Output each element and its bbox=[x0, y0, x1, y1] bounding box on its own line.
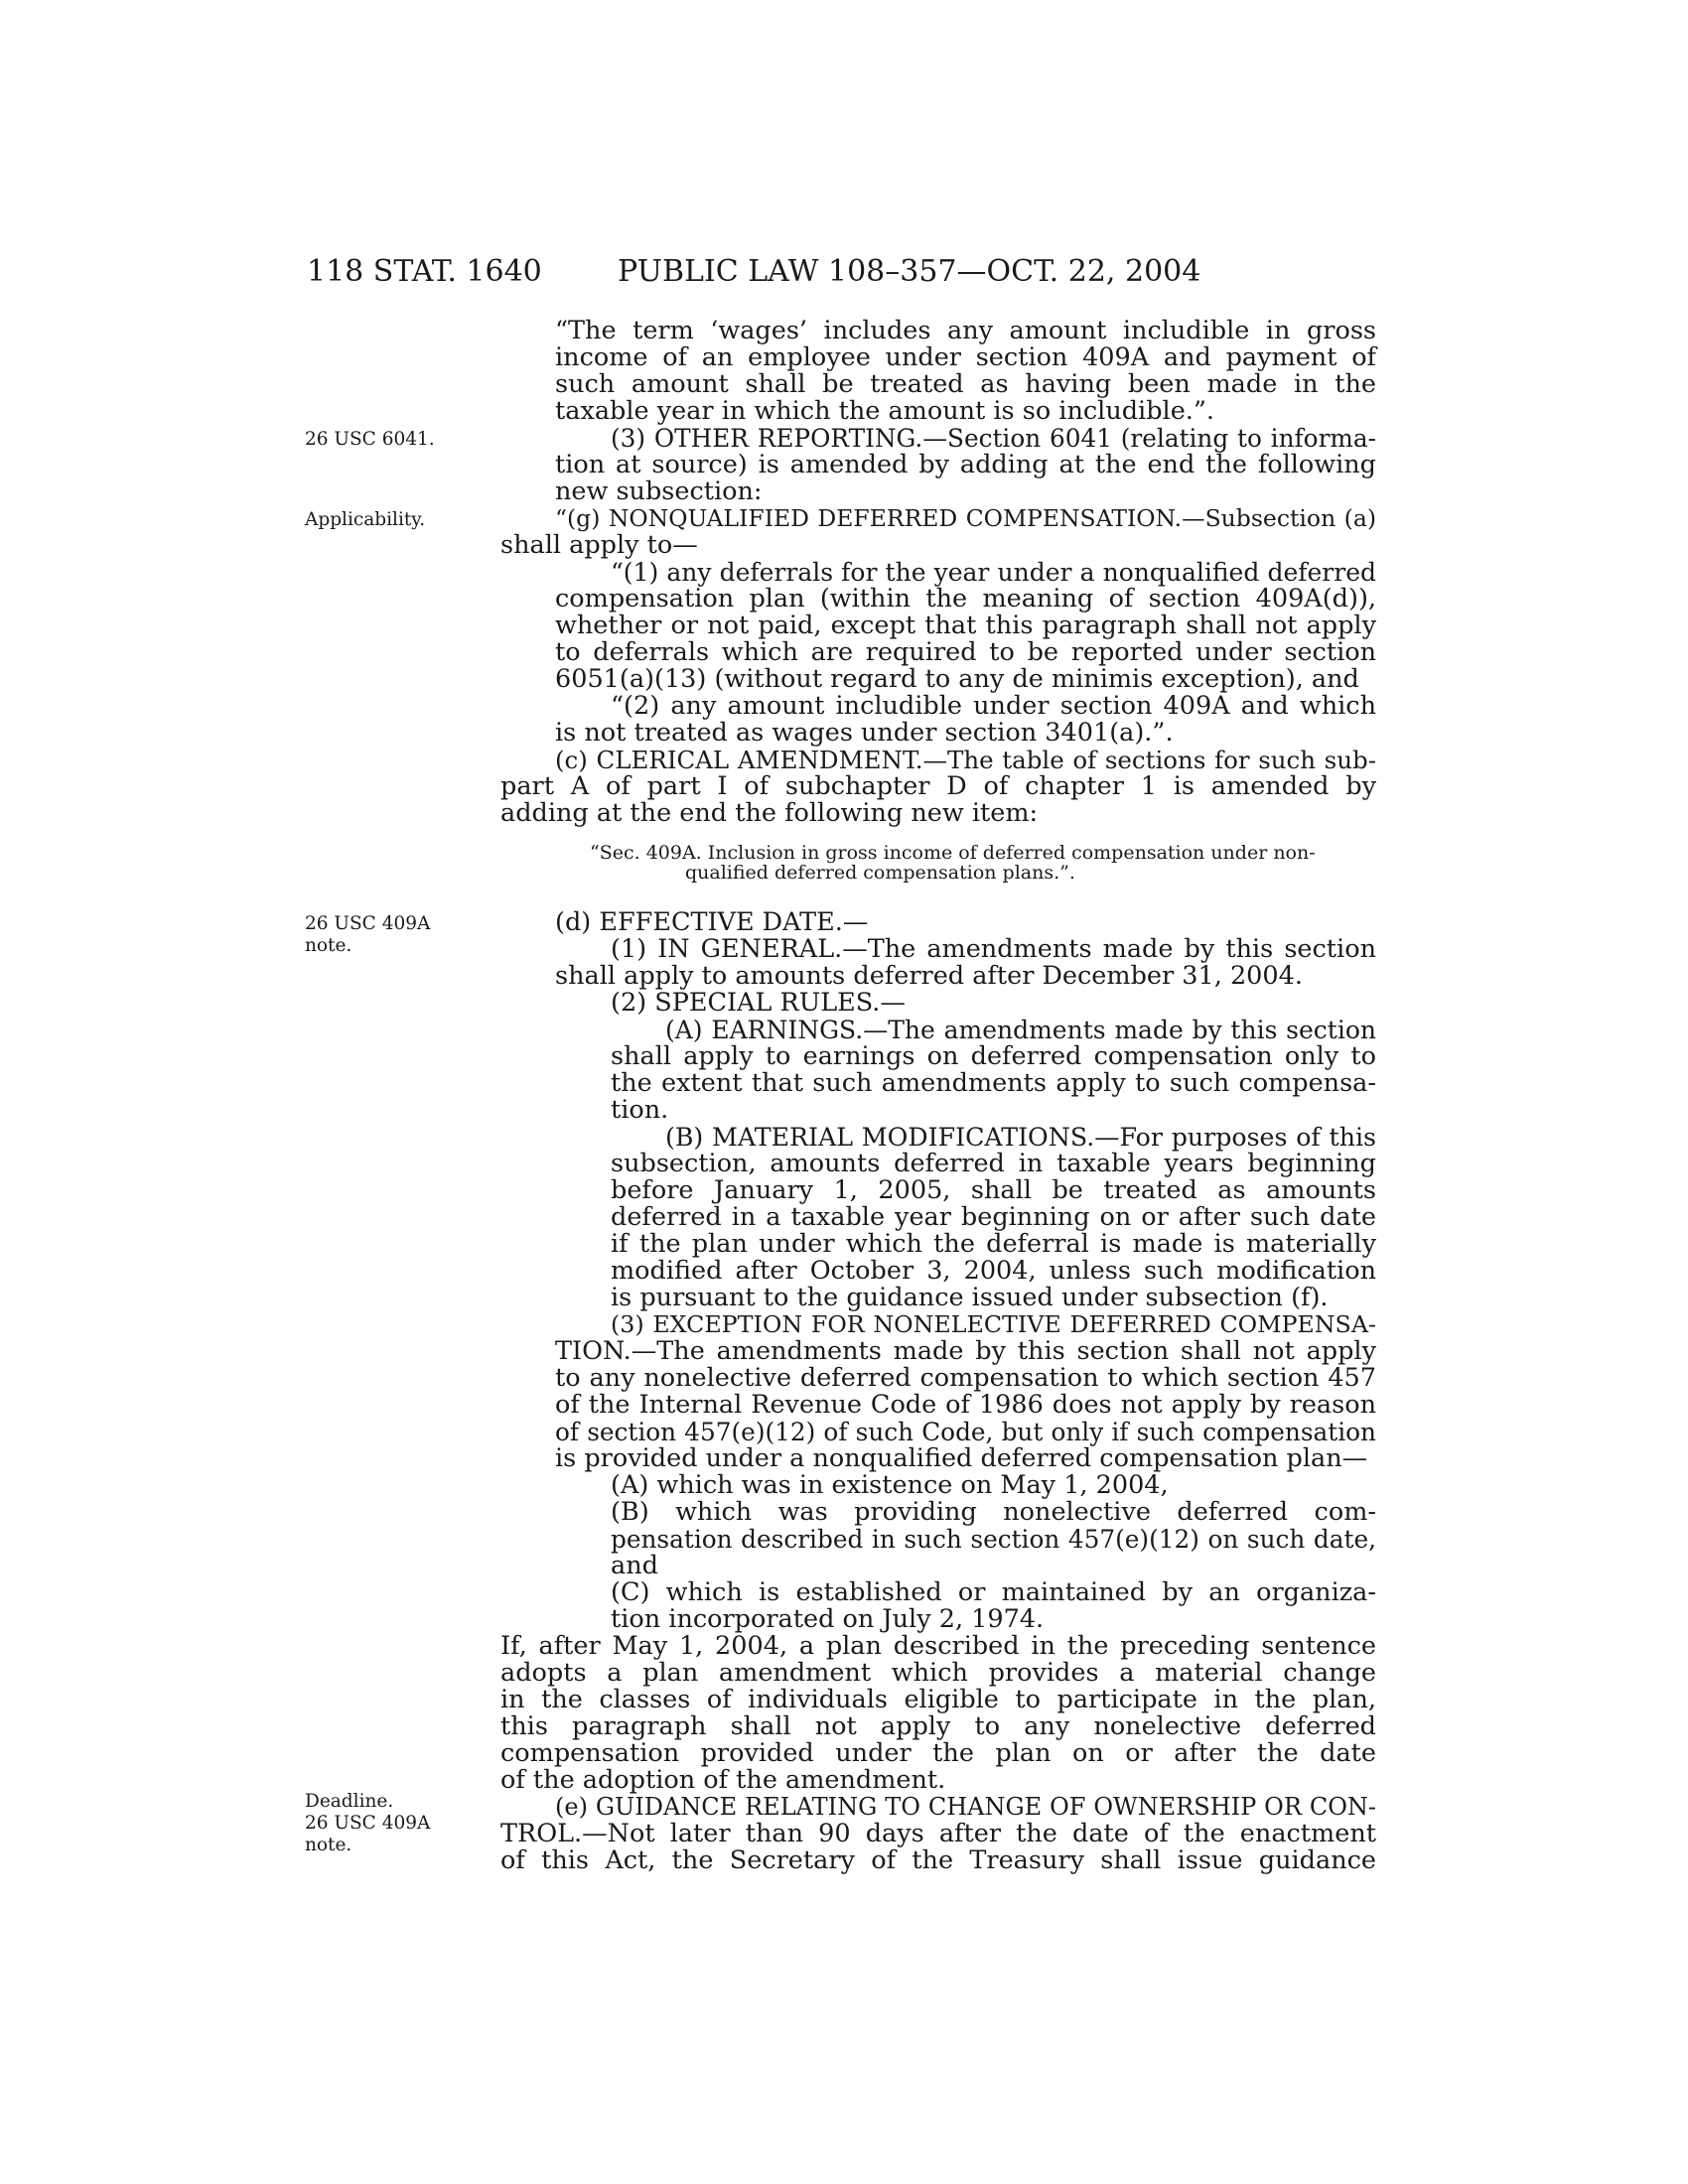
text-line: (c) CLERICAL AMENDMENT.—The table of sections for such sub- bbox=[555, 746, 1376, 774]
text-line: adopts a plan amendment which provides a material change bbox=[500, 1658, 1376, 1688]
text-line: such amount shall be treated as having been made in the bbox=[555, 369, 1376, 399]
text-line: to any nonelective deferred compensation to which section 457 bbox=[555, 1363, 1376, 1393]
text-line: (A) which was in existence on May 1, 2004, bbox=[611, 1470, 1169, 1500]
margin-note-applicability: Applicability. bbox=[305, 509, 426, 530]
text-line: compensation provided under the plan on or after the date bbox=[500, 1738, 1376, 1768]
margin-note-usc-6041: 26 USC 6041. bbox=[305, 429, 435, 450]
toc-entry: “Sec. 409A. Inclusion in gross income of deferred compensation under non- bbox=[590, 842, 1316, 864]
text-line: “(g) NONQUALIFIED DEFERRED COMPENSATION.—Subsection (a) bbox=[555, 504, 1376, 532]
text-line: (A) EARNINGS.—The amendments made by this section bbox=[665, 1016, 1376, 1044]
margin-note-note: note. bbox=[305, 1835, 352, 1855]
text-line: “The term ‘wages’ includes any amount includible in gross bbox=[555, 316, 1376, 345]
text-line: modified after October 3, 2004, unless such modification bbox=[611, 1256, 1376, 1286]
text-line: if the plan under which the deferral is made is materially bbox=[611, 1229, 1376, 1259]
text-line: “(1) any deferrals for the year under a nonqualified deferred bbox=[611, 558, 1376, 587]
text-line: whether or not paid, except that this paragraph shall not apply bbox=[555, 611, 1376, 640]
text-line: new subsection: bbox=[555, 477, 763, 506]
law-title: PUBLIC LAW 108–357—OCT. 22, 2004 bbox=[618, 254, 1201, 289]
text-line: deferred in a taxable year beginning on or after such date bbox=[611, 1202, 1376, 1232]
text-line: (3) OTHER REPORTING.—Section 6041 (relating to informa- bbox=[611, 424, 1376, 453]
margin-note-usc-409a: 26 USC 409A bbox=[305, 1813, 431, 1834]
text-line: TROL.—Not later than 90 days after the date of the enactment bbox=[500, 1819, 1376, 1848]
text-line: shall apply to amounts deferred after December 31, 2004. bbox=[555, 961, 1303, 991]
text-line: of this Act, the Secretary of the Treasury shall issue guidance bbox=[500, 1845, 1376, 1875]
text-line: (d) EFFECTIVE DATE.— bbox=[555, 907, 869, 937]
text-line: (3) EXCEPTION FOR NONELECTIVE DEFERRED COMPENSA- bbox=[611, 1310, 1376, 1338]
text-line: If, after May 1, 2004, a plan described in the preceding sentence bbox=[500, 1631, 1376, 1661]
text-line: (B) which was providing nonelective deferred com- bbox=[611, 1497, 1376, 1527]
text-line: of section 457(e)(12) of such Code, but only if such compensation bbox=[555, 1418, 1376, 1446]
text-line: tion at source) is amended by adding at the end the following bbox=[555, 450, 1376, 479]
text-line: “(2) any amount includible under section 409A and which bbox=[611, 691, 1376, 721]
text-line: tion incorporated on July 2, 1974. bbox=[611, 1604, 1045, 1634]
margin-note-deadline: Deadline. bbox=[305, 1791, 394, 1812]
text-line: the extent that such amendments apply to such compensa- bbox=[611, 1068, 1376, 1098]
text-line: shall apply to— bbox=[500, 530, 698, 560]
page-reference: 118 STAT. 1640 bbox=[307, 254, 542, 289]
text-line: TION.—The amendments made by this section shall not apply bbox=[555, 1336, 1376, 1366]
text-line: adding at the end the following new item: bbox=[500, 798, 1039, 828]
toc-entry: qualified deferred compensation plans.”. bbox=[685, 862, 1075, 884]
text-line: pensation described in such section 457(e)(12) on such date, bbox=[611, 1525, 1376, 1554]
margin-note-usc-409a: 26 USC 409A bbox=[305, 913, 431, 934]
text-line: 6051(a)(13) (without regard to any de minimis exception), and bbox=[555, 664, 1359, 694]
text-line: (e) GUIDANCE RELATING TO CHANGE OF OWNERSHIP OR CON- bbox=[555, 1793, 1376, 1821]
text-line: (C) which is established or maintained by an organiza- bbox=[611, 1577, 1376, 1607]
text-line: is pursuant to the guidance issued under subsection (f). bbox=[611, 1283, 1329, 1312]
text-line: (1) IN GENERAL.—The amendments made by this section bbox=[611, 934, 1376, 964]
text-line: (B) MATERIAL MODIFICATIONS.—For purposes of this bbox=[665, 1123, 1376, 1152]
text-line: subsection, amounts deferred in taxable years beginning bbox=[611, 1149, 1376, 1178]
text-line: (2) SPECIAL RULES.— bbox=[611, 988, 906, 1018]
text-line: of the adoption of the amendment. bbox=[500, 1765, 946, 1795]
text-line: part A of part I of subchapter D of chapter 1 is amended by bbox=[500, 771, 1376, 801]
text-line: tion. bbox=[611, 1095, 669, 1125]
text-line: to deferrals which are required to be reported under section bbox=[555, 637, 1376, 667]
text-line: of the Internal Revenue Code of 1986 does not apply by reason bbox=[555, 1390, 1376, 1420]
margin-note-note: note. bbox=[305, 935, 352, 956]
text-line: and bbox=[611, 1551, 658, 1580]
text-line: compensation plan (within the meaning of section 409A(d)), bbox=[555, 584, 1376, 614]
text-line: shall apply to earnings on deferred compensation only to bbox=[611, 1041, 1376, 1071]
text-line: is not treated as wages under section 3401(a).”. bbox=[555, 718, 1174, 748]
text-line: taxable year in which the amount is so includible.”. bbox=[555, 396, 1215, 426]
text-line: is provided under a nonqualified deferred compensation plan— bbox=[555, 1443, 1368, 1473]
text-line: this paragraph shall not apply to any nonelective deferred bbox=[500, 1711, 1376, 1741]
text-line: before January 1, 2005, shall be treated as amounts bbox=[611, 1175, 1376, 1205]
text-line: income of an employee under section 409A and payment of bbox=[555, 342, 1376, 372]
text-line: in the classes of individuals eligible to participate in the plan, bbox=[500, 1685, 1376, 1714]
